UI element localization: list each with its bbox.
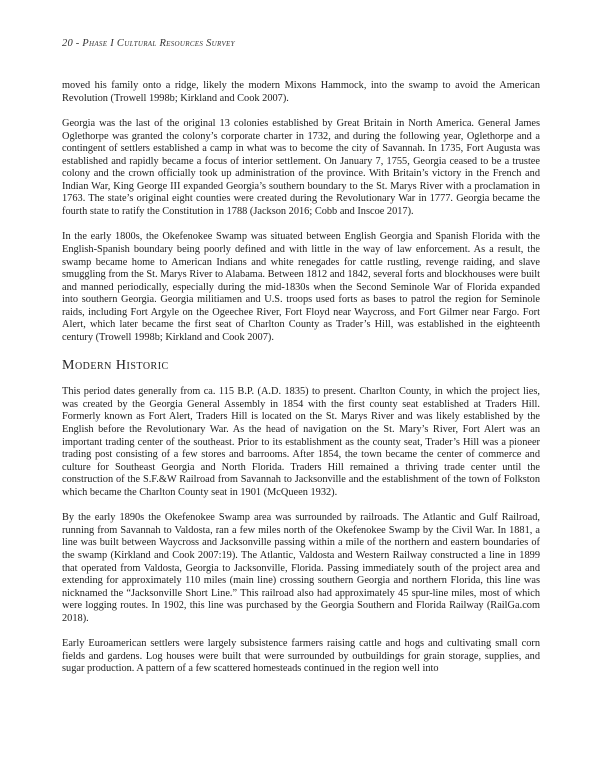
page-number: 20 (62, 38, 73, 49)
paragraph-okefenokee-1800s: In the early 1800s, the Okefenokee Swamp was situated between English Georgia and Spanish Florida with the English-Spanish boundary being poorly defined and with little in the way of law enforcement. As a result, the swamp became home to American Indians and white renegades for cattle rustling, revenge raiding, and slave smuggling from the St. Marys River to Alabama. Between 1812 and 1842, several forts and blockhouses were built and manned periodically, especially during the mid-1830s when the Second Seminole War of Florida expanded into southern Georgia. Georgia militiamen and U.S. troops used forts as bases to patrol the region for Seminole raids, including Fort Argyle on the Ogeechee River, Fort Floyd near Waycross, and Fort Gilmer near Fargo. Fort Alert, which later became the first seat of Charlton County as Trader’s Hill, was established in the eighteenth century (Trowell 1998b; Kirkland and Cook 2007). (62, 231, 540, 343)
paragraph-revolution: moved his family onto a ridge, likely the modern Mixons Hammock, into the swamp to avoid the American Revolution (Trowell 1998b; Kirkland and Cook 2007). (62, 80, 540, 104)
header-separator: - (72, 38, 83, 49)
paragraph-charlton-county: This period dates generally from ca. 115 B.P. (A.D. 1835) to present. Charlton County, in which the project lies, was created by the Georgia General Assembly in 1854 with the first county seat established at Traders Hill. Formerly known as Fort Alert, Traders Hill is located on the St. Marys River and was likely established by the English before the Revolutionary War. As the head of navigation on the St. Mary’s River, Fort Alert was an important trading center of the southeast. Prior to its establishment as the county seat, Trader’s Hill was a pioneer trading post consisting of a few stores and barrooms. After 1854, the town became the center of commerce and culture for Southeast Georgia and North Florida. Traders Hill remained a thriving trade center until the construction of the S.F.&W Railroad from Savannah to Jacksonville and the establishment of the town of Folkston which became the Charlton County seat in 1901 (McQueen 1932). (62, 386, 540, 498)
section-heading-modern-historic: Modern Historic (62, 358, 169, 374)
header-title: Phase I Cultural Resources Survey (82, 38, 235, 49)
page-body (62, 80, 540, 689)
paragraph-georgia-colony: Georgia was the last of the original 13 colonies established by Great Britain in North America. General James Oglethorpe was granted the colony’s corporate charter in 1732, and during the following year, Oglethorpe and a contingent of settlers established a camp in what was to become the city of Savannah. In 1735, Fort Augusta was established and rapidly became a focus of interior settlement. On January 7, 1755, Georgia ceased to be a trustee colony and the crown officially took up administration of the province. With Britain’s victory in the French and Indian War, King George III expanded Georgia’s southern boundary to the St. Marys River with a proclamation in 1763. The state’s original eight counties were created during the Revolutionary War in 1777. Georgia became the fourth state to ratify the Constitution in 1788 (Jackson 2016; Cobb and Inscoe 2017). (62, 118, 540, 217)
running-header (62, 38, 235, 49)
paragraph-railroads: By the early 1890s the Okefenokee Swamp area was surrounded by railroads. The Atlantic and Gulf Railroad, running from Savannah to Valdosta, ran a few miles north of the Okefenokee Swamp by the Civil War. In 1881, a line was built between Waycross and Jacksonville passing within a mile of the northern and eastern boundaries of the swamp (Kirkland and Cook 2007:19). The Atlantic, Valdosta and Western Railway constructed a line in 1899 that operated from Valdosta, Georgia to Jacksonville, Florida. Passing immediately south of the project area and extending for approximately 110 miles (main line) crossing southern Georgia and northern Florida, this line was nicknamed the “Jacksonville Short Line.” This railroad also had approximately 45 spur-line miles, most of which were logging routes. In 1902, this line was purchased by the Georgia Southern and Florida Railway (RailGa.com 2018). (62, 512, 540, 624)
paragraph-early-settlers: Early Euroamerican settlers were largely subsistence farmers raising cattle and hogs and cultivating small corn fields and gardens. Log houses were built that were surrounded by outbuildings for grain storage, supplies, and sugar production. A pattern of a few scattered homesteads continued in the region well into (62, 638, 540, 675)
